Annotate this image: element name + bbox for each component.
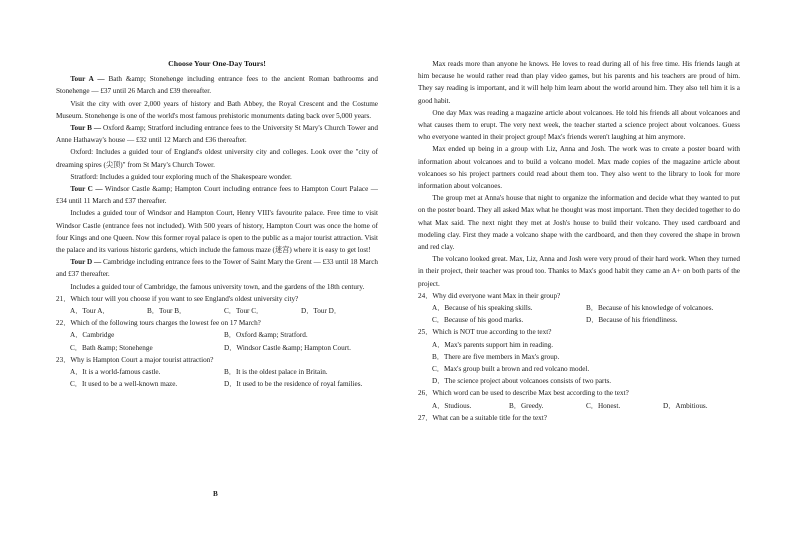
option-25-a[interactable]: A．Max's parents support him in reading. — [432, 340, 554, 349]
option-26-d[interactable]: D．Ambitious. — [663, 401, 708, 410]
option-23-a[interactable]: A．It is a world-famous castle. — [70, 368, 161, 377]
option-24-d[interactable]: D．Because of his friendliness. — [586, 316, 678, 325]
question-25: 25．Which is NOT true according to the text? — [418, 328, 552, 337]
tour-b-label: Tour B — — [70, 124, 102, 133]
story-paragraph-1: Max reads more than anyone he knows. He loves to read during all of his free time. His friends laugh at him because he would rather read than play video games, but his parents and his teachers are proud of him. They say reading is important, and it will help him learn about the world around him. They also tell him it is a good habit. — [418, 60, 740, 105]
story-paragraph-5: The volcano looked great. Max, Liz, Anna and Josh were very proud of their hard work. When they turned in their project, their teacher was proud too. Thanks to Max's good habit they came an A+ on both parts of the project. — [418, 255, 740, 288]
option-26-b[interactable]: B．Greedy. — [509, 401, 544, 410]
tour-b-text: Oxford &amp; Stratford including entrance fees to the University St Mary's Church Tower and Anne Hathaway's house — £32 until 12 March and £36 thereafter. — [56, 124, 378, 145]
page-footer-letter: B — [213, 490, 218, 498]
tour-d-text: Cambridge including entrance fees to the Tower of Saint Mary the Grent — £33 until 18 March and £37 thereafter. — [56, 258, 378, 279]
question-27: 27．What can be a suitable title for the text? — [418, 413, 547, 422]
question-24-options-row2 — [418, 314, 740, 326]
tour-a-text: Bath &amp; Stonehenge including entrance fees to the ancient Roman bathrooms and Stonehenge — £37 until 26 March and £39 thereafter. — [56, 75, 378, 96]
story-paragraph-3: Max ended up being in a group with Liz, Anna and Josh. The work was to create a poster board with information about volcanoes and to build a volcano model. Max made copies of the magazine article about volcanoes so his project partners could read about them too. They also went to the library to look for more information about volcanoes. — [418, 145, 740, 191]
option-25-b[interactable]: B．There are five members in Max's group. — [432, 352, 560, 361]
option-24-c[interactable]: C．Because of his good marks. — [432, 316, 524, 325]
question-21: 21．Which tour will you choose if you want to see England's oldest university city? — [56, 294, 299, 303]
option-23-b[interactable]: B．It is the oldest palace in Britain. — [224, 368, 328, 377]
tour-a-label: Tour A — — [70, 75, 105, 84]
passage-title: Choose Your One-Day Tours! — [168, 59, 266, 68]
option-22-a[interactable]: A．Cambridge — [70, 331, 115, 340]
question-22-options-row1 — [56, 329, 378, 341]
option-22-b[interactable]: B．Oxford &amp; Stratford. — [224, 331, 308, 340]
option-21-d[interactable]: D．Tour D． — [301, 307, 342, 316]
option-26-a[interactable]: A．Studious. — [432, 401, 472, 410]
option-24-a[interactable]: A．Because of his speaking skills. — [432, 304, 533, 313]
tour-c-label: Tour C — — [70, 185, 103, 194]
question-24-options-row1 — [418, 302, 740, 314]
tour-a-heading — [56, 73, 378, 97]
story-paragraph-2: One day Max was reading a magazine article about volcanoes. He told his friends all about volcanoes and what causes them to erupt. The very next week, the teacher started a science project about volcanoes. Guess who everyone wanted in their project group! Max's friends weren't laughing at him anymore. — [418, 108, 740, 142]
tour-b-heading — [56, 122, 378, 146]
question-23-options-row2 — [56, 378, 378, 390]
tour-d-heading — [56, 256, 378, 280]
tour-a-desc: Visit the city with over 2,000 years of history and Bath Abbey, the Royal Crescent and the Costume Museum. Stonehenge is one of the world's most famous prehistoric monuments dating back over 5,000 years. — [56, 99, 378, 120]
option-21-b[interactable]: B．Tour B． — [147, 307, 187, 316]
question-26-options — [418, 400, 740, 412]
option-21-c[interactable]: C．Tour C． — [224, 307, 264, 316]
tour-c-desc: Includes a guided tour of Windsor and Hampton Court, Henry VIII's favourite palace. Free time to visit Windsor Castle (entrance fees not included). With 500 years of history, Hampton Court was once the home of four Kings and one Queen. Now this former royal palace is open to the public as a major tourist attraction. Visit the palace and its various historic gardens, which include the famous maze (迷宫) where it is easy to get lost! — [56, 209, 378, 255]
tour-c-text: Windsor Castle &amp; Hampton Court including entrance fees to Hampton Court Palace — £34 until 11 March and £37 thereafter. — [56, 185, 378, 206]
tour-c-heading — [56, 183, 378, 207]
option-22-d[interactable]: D．Windsor Castle &amp; Hampton Court. — [224, 343, 351, 352]
tour-b-desc-oxford: Oxford: Includes a guided tour of England's oldest university city and colleges. Look over the "city of dreaming spires (尖顶)" from St Mary's Church Tower. — [56, 148, 378, 169]
tour-d-desc: Includes a guided tour of Cambridge, the famous university town, and the gardens of the 18th century. — [70, 282, 365, 291]
question-21-options — [56, 305, 378, 317]
option-24-b[interactable]: B．Because of his knowledge of volcanoes. — [586, 304, 714, 313]
question-23: 23．Why is Hampton Court a major tourist attraction? — [56, 355, 214, 364]
option-23-c[interactable]: C．It used to be a well-known maze. — [70, 380, 178, 389]
question-24: 24．Why did everyone want Max in their group? — [418, 291, 561, 300]
option-25-c[interactable]: C．Max's group built a brown and red volcano model. — [432, 365, 590, 374]
option-22-c[interactable]: C．Bath &amp; Stonehenge — [70, 343, 153, 352]
right-column — [418, 58, 740, 424]
question-22-options-row2 — [56, 342, 378, 354]
option-26-c[interactable]: C．Honest. — [586, 401, 621, 410]
left-column — [56, 58, 378, 390]
option-21-a[interactable]: A．Tour A． — [70, 307, 110, 316]
question-23-options-row1 — [56, 366, 378, 378]
option-25-d[interactable]: D．The science project about volcanoes consists of two parts. — [432, 377, 612, 386]
tour-d-label: Tour D — — [70, 258, 102, 267]
question-26: 26．Which word can be used to describe Max best according to the text? — [418, 389, 629, 398]
tour-b-desc-stratford: Stratford: Includes a guided tour exploring much of the Shakespeare wonder. — [70, 172, 292, 181]
option-23-d[interactable]: D．It used to be the residence of royal families. — [224, 380, 363, 389]
question-22: 22．Which of the following tours charges the lowest fee on 17 March? — [56, 319, 261, 328]
story-paragraph-4: The group met at Anna's house that night to organize the information and decide what they wanted to put on the poster board. They all asked Max what he thought was most important. Then they decided together to do what Max said. The next night they met at Josh's house to build their volcano. They used cardboard and modeling clay. First they made a volcano shape with the cardboard, and then they covered the shape in brown and red clay. — [418, 194, 740, 252]
